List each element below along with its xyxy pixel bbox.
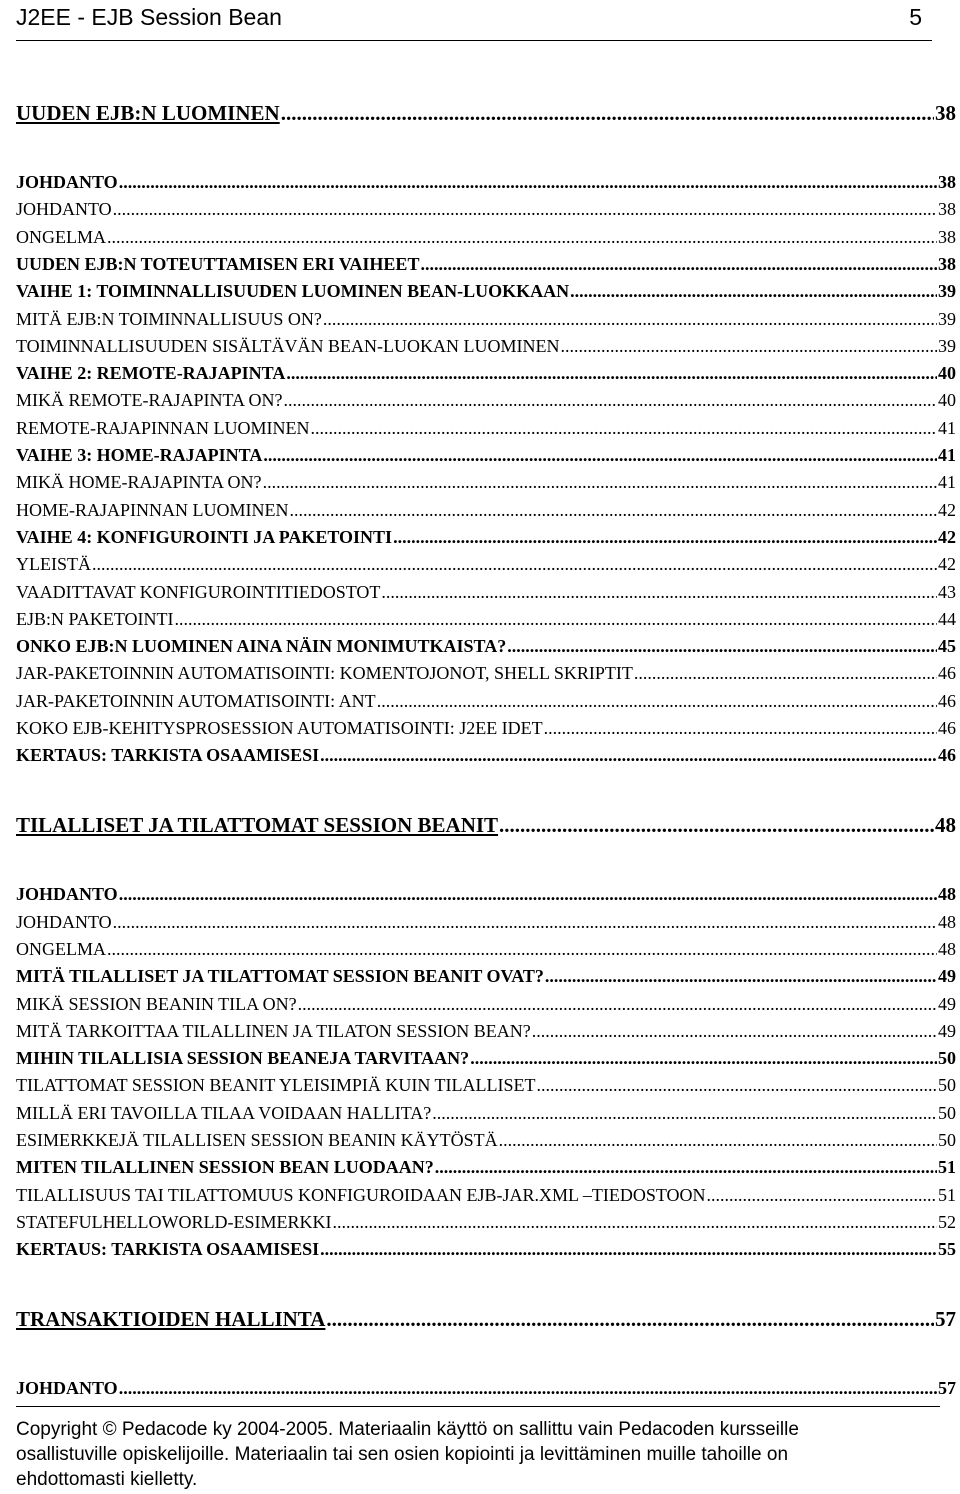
toc-entry-page: 42 [938,499,956,520]
toc-dot-leader [298,994,937,1015]
copyright-line-1: Copyright © Pedacode ky 2004-2005. Materiaalin käyttö on sallittu vain Pedacoden kursseille [16,1419,799,1440]
toc-entry-title: REMOTE-RAJAPINNAN LUOMINEN [16,417,310,438]
toc-entry-page: 46 [938,690,956,711]
toc-dot-leader [545,966,937,987]
toc-entry[interactable] [16,912,956,933]
toc-entry[interactable] [16,1021,956,1042]
toc-entry-page: 50 [938,1130,956,1150]
toc-entry-page: 44 [938,608,956,629]
toc-dot-leader [536,1075,937,1096]
toc-entry-title: TILALLISET JA TILATTOMAT SESSION BEANIT [16,813,499,838]
toc-entry[interactable] [16,813,956,838]
toc-dot-leader [377,691,937,712]
toc-dot-leader [544,718,937,739]
toc-entry[interactable] [16,1307,956,1332]
toc-entry[interactable] [16,445,956,466]
toc-dot-leader [263,472,937,493]
toc-entry-page: 52 [938,1211,956,1232]
toc-dot-leader [286,363,937,384]
toc-entry[interactable] [16,1103,956,1124]
toc-entry-page: 57 [935,1307,956,1332]
toc-entry-title: MIHIN TILALLISIA SESSION BEANEJA TARVITAAN? [16,1048,470,1069]
toc-entry[interactable] [16,254,956,275]
page-number: 5 [909,4,922,30]
toc-dot-leader [263,445,937,466]
toc-dot-leader [175,609,937,630]
toc-entry-page: 38 [938,253,956,274]
toc-entry[interactable] [16,884,956,905]
toc-entry-page: 49 [938,966,956,987]
toc-entry-page: 46 [938,718,956,738]
toc-entry[interactable] [16,309,956,330]
toc-entry-page: 41 [938,445,956,465]
toc-entry[interactable] [16,939,956,960]
toc-entry-title: MITÄ TARKOITTAA TILALLINEN JA TILATON SESSION BEAN? [16,1020,531,1041]
toc-dot-leader [333,1212,937,1233]
toc-entry-title: MIKÄ REMOTE-RAJAPINTA ON? [16,390,283,411]
toc-entry-page: 38 [935,101,956,125]
toc-dot-leader [281,101,934,126]
page-header [16,0,932,41]
toc-entry[interactable] [16,1048,956,1069]
toc-entry-page: 50 [938,1048,956,1069]
toc-entry-page: 51 [938,1184,956,1205]
toc-entry-page: 46 [938,663,956,684]
toc-entry-title: MIKÄ HOME-RAJAPINTA ON? [16,472,262,493]
toc-entry-title: JOHDANTO [16,172,118,192]
toc-dot-leader [499,1130,937,1151]
toc-dot-leader [326,1307,934,1332]
toc-entry-title: EJB:N PAKETOINTI [16,608,174,629]
toc-dot-leader [92,554,937,575]
toc-entry-title: UUDEN EJB:N LUOMINEN [16,101,280,125]
toc-entry[interactable] [16,1378,956,1399]
toc-entry-title: TOIMINNALLISUUDEN SISÄLTÄVÄN BEAN-LUOKAN LUOMINEN [16,335,560,356]
copyright-line-3: ehdottomasti kielletty. [16,1469,198,1490]
toc-entry[interactable] [16,500,956,521]
toc-entry-title: KERTAUS: TARKISTA OSAAMISESI [16,745,320,766]
toc-entry-title: VAADITTAVAT KONFIGUROINTITIEDOSTOT [16,581,381,602]
toc-entry[interactable] [16,994,956,1015]
toc-entry-title: TILATTOMAT SESSION BEANIT YLEISIMPIÄ KUIN TILALLISET [16,1075,536,1096]
toc-entry[interactable] [16,390,956,411]
toc-entry-title: VAIHE 4: KONFIGUROINTI JA PAKETOINTI [16,526,393,547]
toc-entry-page: 48 [938,938,956,959]
toc-dot-leader [432,1103,937,1124]
toc-entry-page: 46 [938,745,956,766]
toc-entry[interactable] [16,227,956,248]
toc-entry[interactable] [16,966,956,987]
toc-entry-title: MITÄ EJB:N TOIMINNALLISUUS ON? [16,308,322,329]
copyright-footer [16,1406,940,1492]
toc-dot-leader [532,1021,937,1042]
toc-dot-leader [560,336,937,357]
toc-entry[interactable] [16,745,956,766]
toc-entry-page: 49 [938,993,956,1014]
toc-entry[interactable] [16,609,956,630]
toc-entry-page: 38 [938,199,956,220]
toc-entry[interactable] [16,1185,956,1206]
toc-entry-page: 40 [938,390,956,411]
toc-entry[interactable] [16,554,956,575]
toc-entry-page: 48 [938,911,956,932]
toc-entry-title: JOHDANTO [16,1378,118,1399]
toc-entry[interactable] [16,418,956,439]
toc-entry-page: 50 [938,1102,956,1123]
toc-dot-leader [470,1048,937,1069]
toc-entry[interactable] [16,691,956,712]
toc-entry[interactable] [16,101,956,126]
toc-entry[interactable] [16,663,956,684]
toc-entry-page: 42 [938,526,956,547]
toc-entry-title: ONGELMA [16,938,106,959]
toc-entry[interactable] [16,636,956,657]
toc-entry-title: JAR-PAKETOINNIN AUTOMATISOINTI: KOMENTOJONOT, SHELL SKRIPTIT [16,663,633,684]
toc-entry-page: 41 [938,472,956,493]
toc-entry-page: 49 [938,1020,956,1041]
toc-entry[interactable] [16,1157,956,1178]
toc-entry-title: MITÄ TILALLISET JA TILATTOMAT SESSION BEANIT OVAT? [16,966,544,987]
toc-entry-title: KERTAUS: TARKISTA OSAAMISESI [16,1239,320,1260]
toc-entry-page: 48 [938,884,956,905]
toc-entry-title: TRANSAKTIOIDEN HALLINTA [16,1307,326,1332]
toc-entry[interactable] [16,172,956,193]
toc-dot-leader [499,813,934,838]
toc-entry[interactable] [16,472,956,493]
toc-dot-leader [420,254,937,275]
toc-entry[interactable] [16,1239,956,1260]
toc-entry-page: 38 [938,226,956,247]
toc-dot-leader [119,172,937,193]
toc-entry-title: ESIMERKKEJÄ TILALLISEN SESSION BEANIN KÄYTÖSTÄ [16,1130,498,1150]
toc-entry[interactable] [16,582,956,603]
toc-entry-title: MIKÄ SESSION BEANIN TILA ON? [16,993,297,1014]
toc-entry-title: VAIHE 1: TOIMINNALLISUUDEN LUOMINEN BEAN-LUOKKAAN [16,281,570,302]
toc-dot-leader [634,663,937,684]
document-title: J2EE - EJB Session Bean [16,4,282,30]
toc-entry-page: 42 [938,554,956,575]
toc-entry[interactable] [16,718,956,739]
toc-dot-leader [507,636,937,657]
toc-entry-title: TILALLISUUS TAI TILATTOMUUS KONFIGUROIDAAN EJB-JAR.XML –TIEDOSTOON [16,1184,706,1205]
toc-entry-title: JOHDANTO [16,199,112,220]
toc-dot-leader [284,390,937,411]
toc-entry-title: HOME-RAJAPINNAN LUOMINEN [16,499,289,520]
toc-dot-leader [320,1239,937,1260]
toc-dot-leader [707,1185,937,1206]
toc-dot-leader [113,199,937,220]
toc-entry-page: 39 [938,281,956,302]
toc-entry-page: 41 [938,417,956,438]
toc-entry-page: 57 [938,1378,956,1399]
toc-entry-page: 39 [938,335,956,356]
toc-entry-title: JOHDANTO [16,911,112,932]
toc-entry-title: VAIHE 3: HOME-RAJAPINTA [16,445,263,465]
toc-dot-leader [119,1378,937,1399]
toc-entry-title: JAR-PAKETOINNIN AUTOMATISOINTI: ANT [16,690,376,711]
toc-dot-leader [310,418,937,439]
toc-entry[interactable] [16,363,956,384]
toc-entry-title: VAIHE 2: REMOTE-RAJAPINTA [16,363,286,384]
toc-dot-leader [323,309,937,330]
toc-dot-leader [290,500,938,521]
toc-entry-title: KOKO EJB-KEHITYSPROSESSION AUTOMATISOINTI: J2EE IDET [16,718,543,738]
toc-dot-leader [381,582,937,603]
toc-dot-leader [113,912,937,933]
toc-entry[interactable] [16,1130,956,1151]
toc-entry-page: 43 [938,581,956,602]
toc-entry-page: 40 [938,363,956,384]
toc-dot-leader [107,939,937,960]
toc-entry-page: 51 [938,1157,956,1178]
toc-entry[interactable] [16,527,956,548]
toc-dot-leader [107,227,937,248]
toc-dot-leader [119,884,937,905]
toc-dot-leader [393,527,937,548]
toc-entry-title: YLEISTÄ [16,554,91,575]
copyright-line-2: osallistuville opiskelijoille. Materiaalin tai sen osien kopiointi ja levittäminen muille tahoille on [16,1444,789,1465]
toc-entry-title: ONGELMA [16,226,106,247]
toc-entry-page: 48 [935,813,956,838]
toc-entry-page: 45 [938,636,956,657]
toc-entry-page: 39 [938,308,956,329]
toc-entry-title: STATEFULHELLOWORLD-ESIMERKKI [16,1211,332,1232]
toc-entry[interactable] [16,281,956,302]
toc-entry-page: 50 [938,1075,956,1096]
toc-entry-page: 38 [938,172,956,192]
toc-dot-leader [320,745,937,766]
toc-entry-title: MILLÄ ERI TAVOILLA TILAA VOIDAAN HALLITA? [16,1102,432,1123]
toc-entry[interactable] [16,336,956,357]
toc-dot-leader [435,1157,937,1178]
toc-entry-title: MITEN TILALLINEN SESSION BEAN LUODAAN? [16,1157,434,1178]
toc-entry-title: JOHDANTO [16,884,118,905]
toc-entry[interactable] [16,199,956,220]
toc-entry[interactable] [16,1212,956,1233]
toc-entry-title: ONKO EJB:N LUOMINEN AINA NÄIN MONIMUTKAISTA? [16,636,507,657]
toc-entry-page: 55 [938,1239,956,1260]
toc-entry[interactable] [16,1075,956,1096]
toc-entry-title: UUDEN EJB:N TOTEUTTAMISEN ERI VAIHEET [16,253,420,274]
toc-dot-leader [570,281,937,302]
